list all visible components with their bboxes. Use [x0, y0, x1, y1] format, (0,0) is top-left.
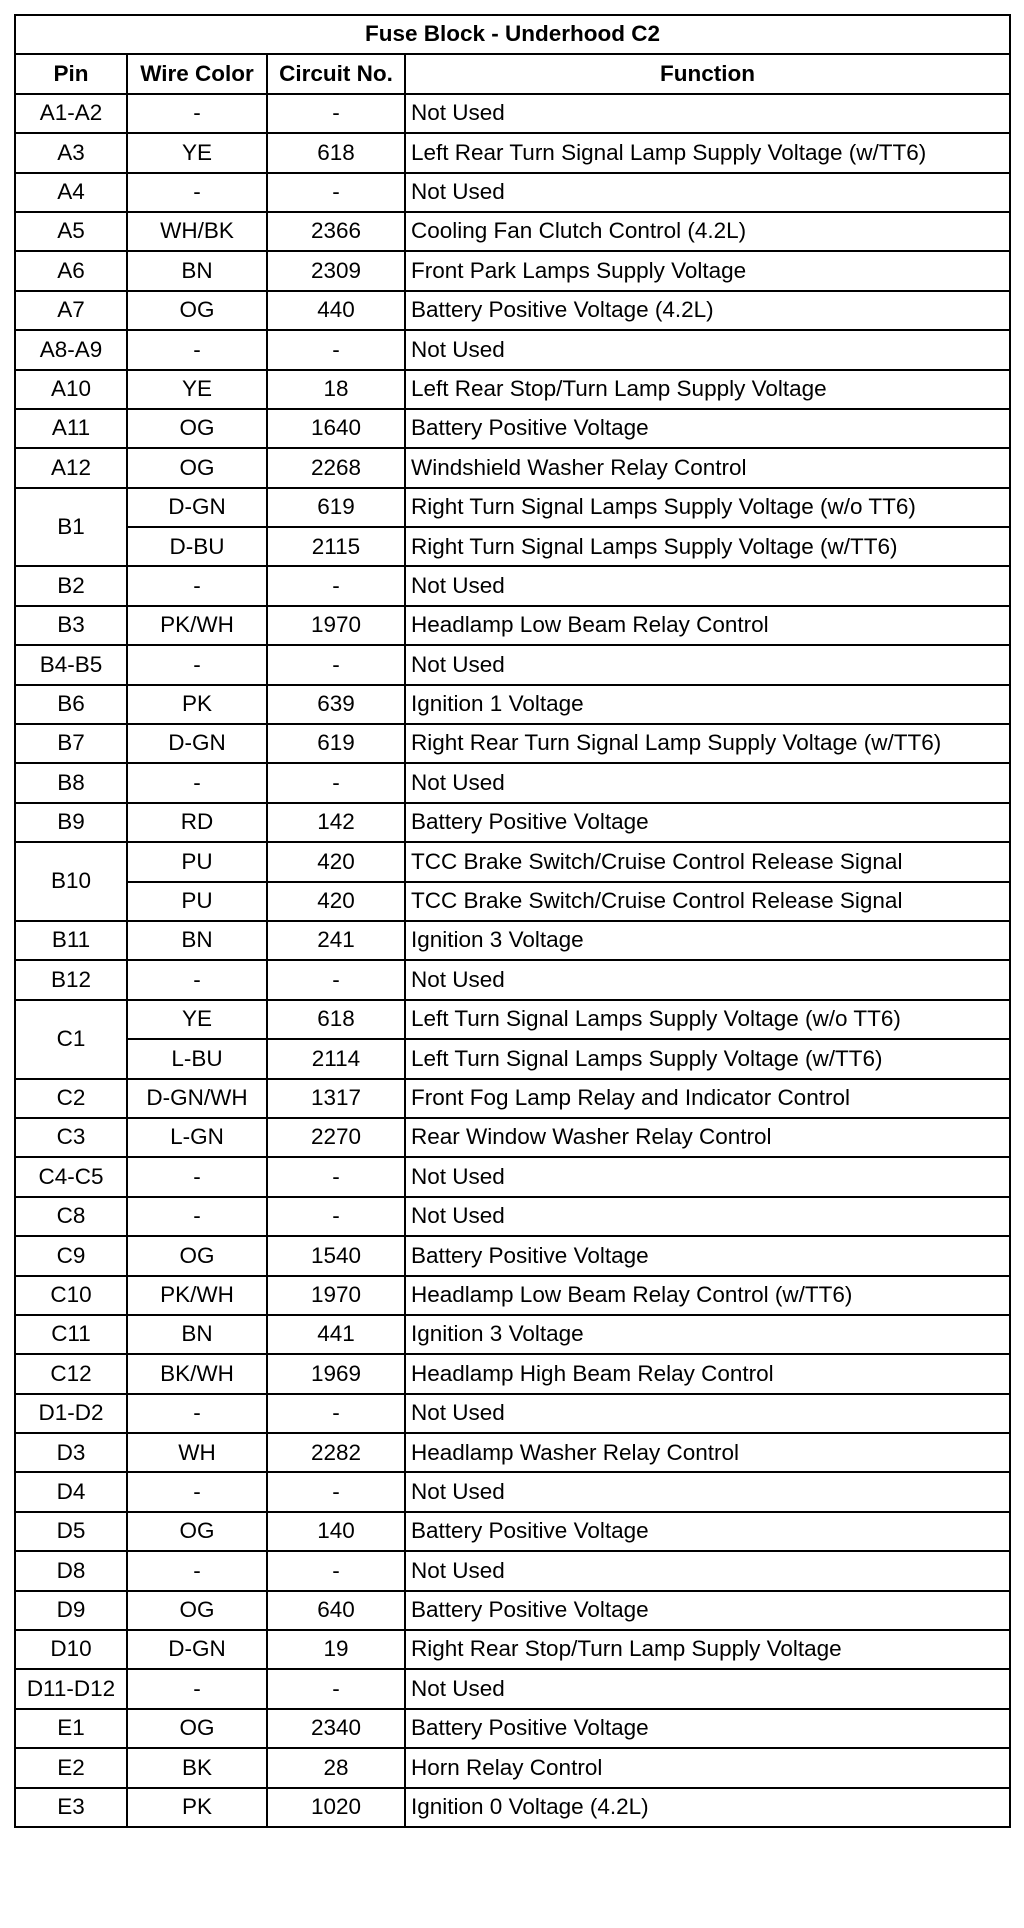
function-cell: Ignition 3 Voltage [405, 1315, 1010, 1354]
function-cell: Front Fog Lamp Relay and Indicator Control [405, 1079, 1010, 1118]
function-cell: Not Used [405, 645, 1010, 684]
wire-color-cell: - [127, 1197, 267, 1236]
pin-cell: A8-A9 [15, 330, 127, 369]
function-cell: Not Used [405, 1394, 1010, 1433]
circuit-cell: 241 [267, 921, 405, 960]
wire-color-cell: - [127, 566, 267, 605]
wire-color-cell: - [127, 645, 267, 684]
circuit-cell: 2115 [267, 527, 405, 566]
function-cell: Left Rear Stop/Turn Lamp Supply Voltage [405, 370, 1010, 409]
pin-cell: C8 [15, 1197, 127, 1236]
function-cell: Battery Positive Voltage [405, 1236, 1010, 1275]
wire-color-cell: D-BU [127, 527, 267, 566]
circuit-cell: 618 [267, 1000, 405, 1039]
function-cell: Not Used [405, 960, 1010, 999]
circuit-cell: 619 [267, 724, 405, 763]
pin-cell: E2 [15, 1748, 127, 1787]
circuit-cell: 440 [267, 291, 405, 330]
table-row [15, 1039, 1010, 1078]
table-row [15, 94, 1010, 133]
function-cell: Front Park Lamps Supply Voltage [405, 251, 1010, 290]
wire-color-cell: RD [127, 803, 267, 842]
pin-cell: B4-B5 [15, 645, 127, 684]
wire-color-cell: OG [127, 409, 267, 448]
pin-cell: D8 [15, 1551, 127, 1590]
wire-color-cell: YE [127, 1000, 267, 1039]
circuit-cell: 1540 [267, 1236, 405, 1275]
wire-color-cell: - [127, 1551, 267, 1590]
table-row [15, 842, 1010, 881]
function-cell: Right Turn Signal Lamps Supply Voltage (w/TT6) [405, 527, 1010, 566]
wire-color-cell: BK/WH [127, 1354, 267, 1393]
wire-color-cell: - [127, 1157, 267, 1196]
table-row [15, 1709, 1010, 1748]
wire-color-cell: PK/WH [127, 606, 267, 645]
wire-color-cell: YE [127, 370, 267, 409]
wire-color-cell: PK [127, 685, 267, 724]
circuit-cell: - [267, 960, 405, 999]
pin-cell: A12 [15, 448, 127, 487]
pin-cell: B1 [15, 488, 127, 567]
pin-cell: E3 [15, 1788, 127, 1827]
function-cell: Ignition 0 Voltage (4.2L) [405, 1788, 1010, 1827]
pin-cell: A3 [15, 133, 127, 172]
table-row [15, 1551, 1010, 1590]
table-row [15, 1748, 1010, 1787]
header-function: Function [405, 54, 1010, 93]
circuit-cell: - [267, 1551, 405, 1590]
title-row [15, 15, 1010, 54]
table-row [15, 1433, 1010, 1472]
table-body [15, 94, 1010, 1827]
wire-color-cell: D-GN [127, 488, 267, 527]
circuit-cell: - [267, 94, 405, 133]
function-cell: Not Used [405, 1157, 1010, 1196]
function-cell: Right Rear Stop/Turn Lamp Supply Voltage [405, 1630, 1010, 1669]
pin-cell: D1-D2 [15, 1394, 127, 1433]
function-cell: Not Used [405, 330, 1010, 369]
table-row [15, 960, 1010, 999]
wire-color-cell: D-GN [127, 724, 267, 763]
table-row [15, 1354, 1010, 1393]
wire-color-cell: PK [127, 1788, 267, 1827]
header-circuit-no: Circuit No. [267, 54, 405, 93]
function-cell: Left Turn Signal Lamps Supply Voltage (w/TT6) [405, 1039, 1010, 1078]
circuit-cell: 2114 [267, 1039, 405, 1078]
circuit-cell: 2366 [267, 212, 405, 251]
pin-cell: B3 [15, 606, 127, 645]
circuit-cell: 2309 [267, 251, 405, 290]
wire-color-cell: OG [127, 1709, 267, 1748]
pin-cell: B2 [15, 566, 127, 605]
table-row [15, 1394, 1010, 1433]
table-row [15, 1669, 1010, 1708]
pin-cell: B11 [15, 921, 127, 960]
wire-color-cell: - [127, 173, 267, 212]
function-cell: Not Used [405, 1197, 1010, 1236]
table-row [15, 1788, 1010, 1827]
wire-color-cell: - [127, 960, 267, 999]
table-row [15, 1512, 1010, 1551]
table-row [15, 212, 1010, 251]
pin-cell: B7 [15, 724, 127, 763]
table-row [15, 724, 1010, 763]
wire-color-cell: L-GN [127, 1118, 267, 1157]
wire-color-cell: OG [127, 291, 267, 330]
function-cell: Horn Relay Control [405, 1748, 1010, 1787]
wire-color-cell: OG [127, 1236, 267, 1275]
table-row [15, 1000, 1010, 1039]
function-cell: Left Rear Turn Signal Lamp Supply Voltage (w/TT6) [405, 133, 1010, 172]
pin-cell: B9 [15, 803, 127, 842]
circuit-cell: 1969 [267, 1354, 405, 1393]
pin-cell: A11 [15, 409, 127, 448]
wire-color-cell: - [127, 1669, 267, 1708]
circuit-cell: 420 [267, 842, 405, 881]
pin-cell: B10 [15, 842, 127, 921]
pin-cell: D4 [15, 1472, 127, 1511]
header-pin: Pin [15, 54, 127, 93]
wire-color-cell: OG [127, 1591, 267, 1630]
table-row [15, 133, 1010, 172]
circuit-cell: - [267, 330, 405, 369]
pin-cell: D9 [15, 1591, 127, 1630]
table-row [15, 921, 1010, 960]
table-row [15, 566, 1010, 605]
wire-color-cell: PU [127, 882, 267, 921]
function-cell: Headlamp High Beam Relay Control [405, 1354, 1010, 1393]
pin-cell: A1-A2 [15, 94, 127, 133]
function-cell: Not Used [405, 763, 1010, 802]
pin-cell: C11 [15, 1315, 127, 1354]
wire-color-cell: PU [127, 842, 267, 881]
pin-cell: D3 [15, 1433, 127, 1472]
circuit-cell: 28 [267, 1748, 405, 1787]
wire-color-cell: D-GN [127, 1630, 267, 1669]
circuit-cell: 420 [267, 882, 405, 921]
wire-color-cell: - [127, 330, 267, 369]
circuit-cell: 619 [267, 488, 405, 527]
function-cell: Right Rear Turn Signal Lamp Supply Voltage (w/TT6) [405, 724, 1010, 763]
table-row [15, 370, 1010, 409]
circuit-cell: 2268 [267, 448, 405, 487]
circuit-cell: 1317 [267, 1079, 405, 1118]
function-cell: Not Used [405, 94, 1010, 133]
wire-color-cell: WH [127, 1433, 267, 1472]
header-wire-color: Wire Color [127, 54, 267, 93]
function-cell: Battery Positive Voltage [405, 1512, 1010, 1551]
table-row [15, 1157, 1010, 1196]
table-row [15, 527, 1010, 566]
table-row [15, 1591, 1010, 1630]
function-cell: Windshield Washer Relay Control [405, 448, 1010, 487]
function-cell: Not Used [405, 1551, 1010, 1590]
table-row [15, 291, 1010, 330]
wire-color-cell: BN [127, 1315, 267, 1354]
circuit-cell: 618 [267, 133, 405, 172]
wire-color-cell: OG [127, 448, 267, 487]
pin-cell: C4-C5 [15, 1157, 127, 1196]
pin-cell: B6 [15, 685, 127, 724]
table-row [15, 1236, 1010, 1275]
function-cell: Headlamp Washer Relay Control [405, 1433, 1010, 1472]
wire-color-cell: - [127, 1472, 267, 1511]
pin-cell: E1 [15, 1709, 127, 1748]
table-row [15, 330, 1010, 369]
circuit-cell: 2282 [267, 1433, 405, 1472]
pin-cell: D11-D12 [15, 1669, 127, 1708]
wire-color-cell: PK/WH [127, 1276, 267, 1315]
function-cell: Not Used [405, 1472, 1010, 1511]
pin-cell: A7 [15, 291, 127, 330]
circuit-cell: 18 [267, 370, 405, 409]
wire-color-cell: BN [127, 921, 267, 960]
circuit-cell: 1640 [267, 409, 405, 448]
circuit-cell: 2340 [267, 1709, 405, 1748]
connector-pinout-table [14, 14, 1011, 1828]
table-row [15, 1315, 1010, 1354]
wire-color-cell: YE [127, 133, 267, 172]
pin-cell: C10 [15, 1276, 127, 1315]
circuit-cell: - [267, 1394, 405, 1433]
pin-cell: C9 [15, 1236, 127, 1275]
circuit-cell: 140 [267, 1512, 405, 1551]
circuit-cell: 640 [267, 1591, 405, 1630]
pin-cell: C2 [15, 1079, 127, 1118]
table-row [15, 763, 1010, 802]
wire-color-cell: WH/BK [127, 212, 267, 251]
pin-cell: A10 [15, 370, 127, 409]
pin-cell: B8 [15, 763, 127, 802]
function-cell: Battery Positive Voltage (4.2L) [405, 291, 1010, 330]
table-row [15, 1079, 1010, 1118]
function-cell: Rear Window Washer Relay Control [405, 1118, 1010, 1157]
pin-cell: A6 [15, 251, 127, 290]
pin-cell: D5 [15, 1512, 127, 1551]
circuit-cell: 19 [267, 1630, 405, 1669]
circuit-cell: 441 [267, 1315, 405, 1354]
pin-cell: A4 [15, 173, 127, 212]
wire-color-cell: - [127, 763, 267, 802]
table-row [15, 173, 1010, 212]
wire-color-cell: BK [127, 1748, 267, 1787]
table-row [15, 409, 1010, 448]
table-title: Fuse Block - Underhood C2 [15, 15, 1010, 54]
function-cell: Headlamp Low Beam Relay Control [405, 606, 1010, 645]
function-cell: Not Used [405, 566, 1010, 605]
table-row [15, 1118, 1010, 1157]
function-cell: Right Turn Signal Lamps Supply Voltage (w/o TT6) [405, 488, 1010, 527]
circuit-cell: 2270 [267, 1118, 405, 1157]
header-row [15, 54, 1010, 93]
table-row [15, 685, 1010, 724]
wire-color-cell: - [127, 1394, 267, 1433]
circuit-cell: - [267, 1157, 405, 1196]
pin-cell: A5 [15, 212, 127, 251]
table-row [15, 448, 1010, 487]
wire-color-cell: D-GN/WH [127, 1079, 267, 1118]
circuit-cell: - [267, 1197, 405, 1236]
circuit-cell: 1020 [267, 1788, 405, 1827]
function-cell: Not Used [405, 173, 1010, 212]
circuit-cell: 1970 [267, 1276, 405, 1315]
circuit-cell: - [267, 763, 405, 802]
wire-color-cell: BN [127, 251, 267, 290]
pin-cell: C12 [15, 1354, 127, 1393]
function-cell: Cooling Fan Clutch Control (4.2L) [405, 212, 1010, 251]
circuit-cell: - [267, 566, 405, 605]
function-cell: TCC Brake Switch/Cruise Control Release Signal [405, 842, 1010, 881]
table-row [15, 251, 1010, 290]
function-cell: Not Used [405, 1669, 1010, 1708]
wire-color-cell: - [127, 94, 267, 133]
circuit-cell: 1970 [267, 606, 405, 645]
table-row [15, 1276, 1010, 1315]
table-row [15, 882, 1010, 921]
table-row [15, 488, 1010, 527]
table-row [15, 1630, 1010, 1669]
function-cell: Battery Positive Voltage [405, 803, 1010, 842]
pin-cell: C3 [15, 1118, 127, 1157]
pin-cell: D10 [15, 1630, 127, 1669]
wire-color-cell: L-BU [127, 1039, 267, 1078]
function-cell: Battery Positive Voltage [405, 1591, 1010, 1630]
function-cell: Headlamp Low Beam Relay Control (w/TT6) [405, 1276, 1010, 1315]
function-cell: Ignition 3 Voltage [405, 921, 1010, 960]
table-row [15, 1472, 1010, 1511]
function-cell: TCC Brake Switch/Cruise Control Release Signal [405, 882, 1010, 921]
function-cell: Ignition 1 Voltage [405, 685, 1010, 724]
wire-color-cell: OG [127, 1512, 267, 1551]
table-row [15, 645, 1010, 684]
table-row [15, 803, 1010, 842]
table-row [15, 1197, 1010, 1236]
circuit-cell: - [267, 645, 405, 684]
circuit-cell: - [267, 1669, 405, 1708]
circuit-cell: - [267, 173, 405, 212]
circuit-cell: - [267, 1472, 405, 1511]
table-row [15, 606, 1010, 645]
pin-cell: C1 [15, 1000, 127, 1079]
function-cell: Battery Positive Voltage [405, 409, 1010, 448]
function-cell: Left Turn Signal Lamps Supply Voltage (w/o TT6) [405, 1000, 1010, 1039]
circuit-cell: 639 [267, 685, 405, 724]
pin-cell: B12 [15, 960, 127, 999]
circuit-cell: 142 [267, 803, 405, 842]
function-cell: Battery Positive Voltage [405, 1709, 1010, 1748]
